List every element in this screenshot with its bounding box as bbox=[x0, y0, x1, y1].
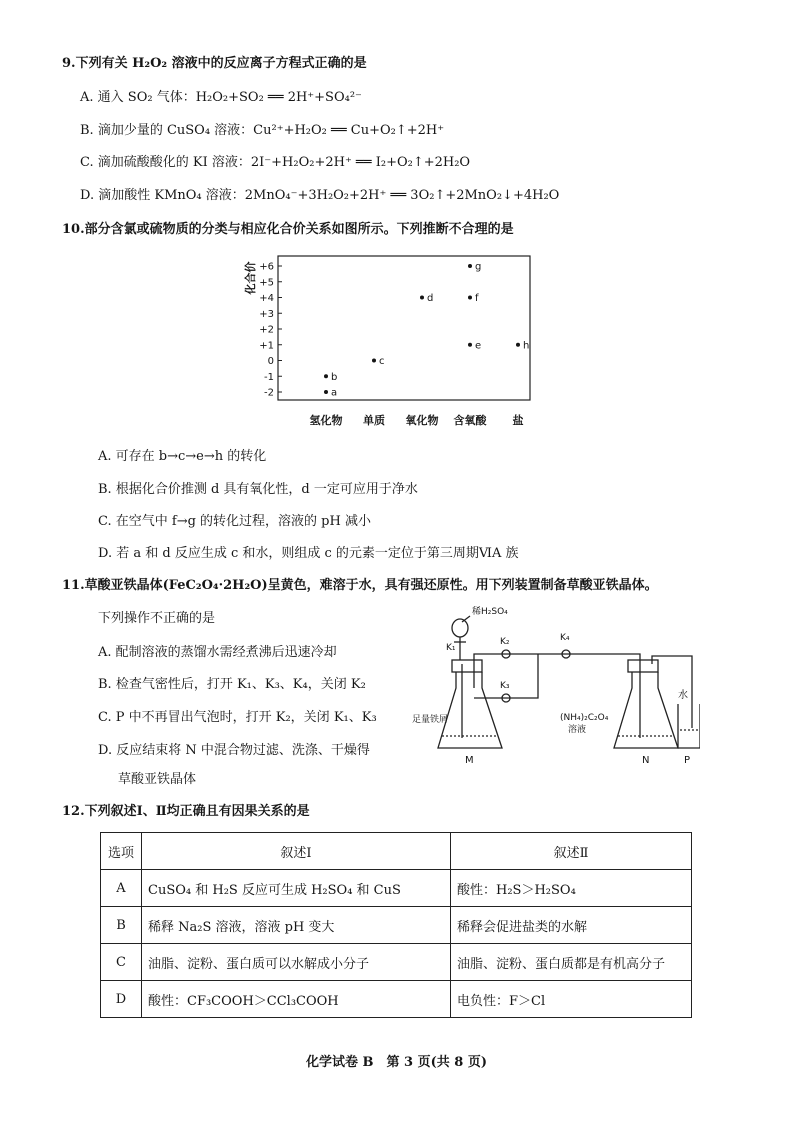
row-key: C bbox=[101, 944, 142, 981]
q9-option-a: A. 通入 SO₂ 气体：H₂O₂+SO₂ ══ 2H⁺+SO₄²⁻ bbox=[80, 90, 362, 105]
q10-option-c: C. 在空气中 f→g 的转化过程，溶液的 pH 减小 bbox=[98, 514, 371, 529]
data-point-c bbox=[372, 359, 376, 363]
water-label: 水 bbox=[678, 690, 688, 701]
y-tick-label: +2 bbox=[259, 324, 274, 336]
row-statement-1: 酸性：CF₃COOH＞CCl₃COOH bbox=[142, 981, 451, 1018]
k4-label: K₄ bbox=[560, 633, 570, 643]
data-point-g bbox=[468, 264, 472, 268]
page-footer: 化学试卷 B 第 3 页(共 8 页) bbox=[305, 1055, 487, 1070]
data-label-d: d bbox=[427, 293, 434, 304]
header-statement-1: 叙述Ⅰ bbox=[142, 833, 451, 870]
beaker-p bbox=[678, 704, 700, 748]
header-statement-2: 叙述Ⅱ bbox=[451, 833, 692, 870]
y-tick-label: +6 bbox=[259, 261, 274, 273]
top-tube bbox=[474, 654, 640, 664]
data-label-a: a bbox=[331, 387, 338, 399]
oxalate-label: (NH₄)₂C₂O₄ bbox=[560, 713, 609, 723]
data-label-f: f bbox=[475, 293, 479, 304]
data-label-g: g bbox=[475, 261, 482, 273]
data-label-e: e bbox=[475, 340, 482, 352]
data-point-d bbox=[420, 296, 424, 300]
y-tick-label: 0 bbox=[267, 356, 274, 367]
y-tick-label: -2 bbox=[264, 387, 274, 399]
row-key: D bbox=[101, 981, 142, 1018]
row-statement-2: 稀释会促进盐类的水解 bbox=[451, 907, 692, 944]
x-tick-label: 含氧酸 bbox=[453, 414, 487, 427]
q10-option-d: D. 若 a 和 d 反应生成 c 和水，则组成 c 的元素一定位于第三周期ⅥA 族 bbox=[98, 546, 519, 561]
data-point-a bbox=[324, 390, 328, 394]
table-header-row bbox=[101, 833, 692, 870]
q11-option-b: B. 检查气密性后，打开 K₁、K₃、K₄，关闭 K₂ bbox=[98, 677, 366, 692]
apparatus-diagram bbox=[410, 598, 700, 768]
label-n: N bbox=[642, 755, 650, 766]
header-option: 选项 bbox=[101, 833, 142, 870]
label-m: M bbox=[465, 755, 474, 766]
row-statement-2: 油脂、淀粉、蛋白质都是有机高分子 bbox=[451, 944, 692, 981]
stopper-n bbox=[628, 660, 658, 672]
table-row bbox=[101, 944, 692, 981]
q9-option-d: D. 滴加酸性 KMnO₄ 溶液：2MnO₄⁻+3H₂O₂+2H⁺ ══ 3O₂↑+2MnO₂↓+4H₂O bbox=[80, 188, 560, 203]
table-row bbox=[101, 907, 692, 944]
table-row bbox=[101, 981, 692, 1018]
acid-label: 稀H₂SO₄ bbox=[472, 607, 508, 617]
q10-option-b: B. 根据化合价推测 d 具有氧化性，d 一定可应用于净水 bbox=[98, 482, 418, 497]
table-row bbox=[101, 870, 692, 907]
plot-frame bbox=[278, 256, 530, 400]
iron-label: 足量铁屑 bbox=[412, 715, 449, 725]
y-tick-label: +4 bbox=[259, 293, 274, 304]
y-tick-label: +5 bbox=[259, 277, 274, 289]
q9-option-b: B. 滴加少量的 CuSO₄ 溶液：Cu²⁺+H₂O₂ ══ Cu+O₂↑+2H⁺ bbox=[80, 123, 445, 138]
row-statement-1: 稀释 Na₂S 溶液，溶液 pH 变大 bbox=[142, 907, 451, 944]
row-statement-1: CuSO₄ 和 H₂S 反应可生成 H₂SO₄ 和 CuS bbox=[142, 870, 451, 907]
data-label-h: h bbox=[523, 340, 530, 352]
k2-label: K₂ bbox=[500, 637, 510, 647]
q9-option-c: C. 滴加硫酸酸化的 KI 溶液：2I⁻+H₂O₂+2H⁺ ══ I₂+O₂↑+2H₂O bbox=[80, 155, 471, 170]
x-tick-label: 单质 bbox=[363, 414, 385, 427]
q9-stem: 9.下列有关 H₂O₂ 溶液中的反应离子方程式正确的是 bbox=[62, 56, 367, 71]
label-p: P bbox=[684, 755, 691, 766]
row-statement-2: 酸性：H₂S＞H₂SO₄ bbox=[451, 870, 692, 907]
q11-option-c: C. P 中不再冒出气泡时，打开 K₂，关闭 K₁、K₃ bbox=[98, 710, 377, 725]
x-tick-label: 盐 bbox=[512, 414, 524, 427]
data-point-b bbox=[324, 374, 328, 378]
data-point-f bbox=[468, 296, 472, 300]
y-tick-label: +3 bbox=[259, 308, 274, 320]
x-tick-label: 氢化物 bbox=[309, 414, 343, 427]
q10-option-a: A. 可存在 b→c→e→h 的转化 bbox=[98, 449, 267, 464]
data-point-h bbox=[516, 343, 520, 347]
k1-label: K₁ bbox=[446, 643, 456, 653]
y-tick-label: -1 bbox=[264, 371, 274, 383]
q11-option-d: D. 反应结束将 N 中混合物过滤、洗涤、干燥得 bbox=[98, 743, 370, 758]
row-key: A bbox=[101, 870, 142, 907]
data-label-b: b bbox=[331, 371, 338, 383]
q12-stem: 12.下列叙述Ⅰ、Ⅱ均正确且有因果关系的是 bbox=[62, 804, 310, 819]
row-statement-1: 油脂、淀粉、蛋白质可以水解成小分子 bbox=[142, 944, 451, 981]
q11-option-a: A. 配制溶液的蒸馏水需经煮沸后迅速冷却 bbox=[98, 645, 337, 660]
k3-label: K₃ bbox=[500, 681, 510, 691]
q11-stem-2: 下列操作不正确的是 bbox=[98, 611, 216, 626]
y-tick-label: +1 bbox=[259, 340, 274, 352]
dropping-funnel bbox=[452, 619, 468, 637]
q11-stem: 11.草酸亚铁晶体(FeC₂O₄·2H₂O)呈黄色，难溶于水，具有强还原性。用下列装置制备草酸亚铁晶体。 bbox=[62, 578, 658, 593]
q10-stem: 10.部分含氯或硫物质的分类与相应化合价关系如图所示。下列推断不合理的是 bbox=[62, 222, 514, 237]
q11-option-d-cont: 草酸亚铁晶体 bbox=[118, 772, 197, 787]
valence-chart bbox=[240, 248, 540, 434]
row-statement-2: 电负性：F＞Cl bbox=[451, 981, 692, 1018]
data-label-c: c bbox=[379, 356, 385, 367]
y-axis-label: 化合价 bbox=[244, 261, 257, 295]
row-key: B bbox=[101, 907, 142, 944]
oxalate-label-2: 溶液 bbox=[568, 725, 587, 735]
x-tick-label: 氧化物 bbox=[405, 414, 439, 427]
q12-table bbox=[100, 832, 692, 1018]
data-point-e bbox=[468, 343, 472, 347]
stopper-m bbox=[452, 660, 482, 672]
